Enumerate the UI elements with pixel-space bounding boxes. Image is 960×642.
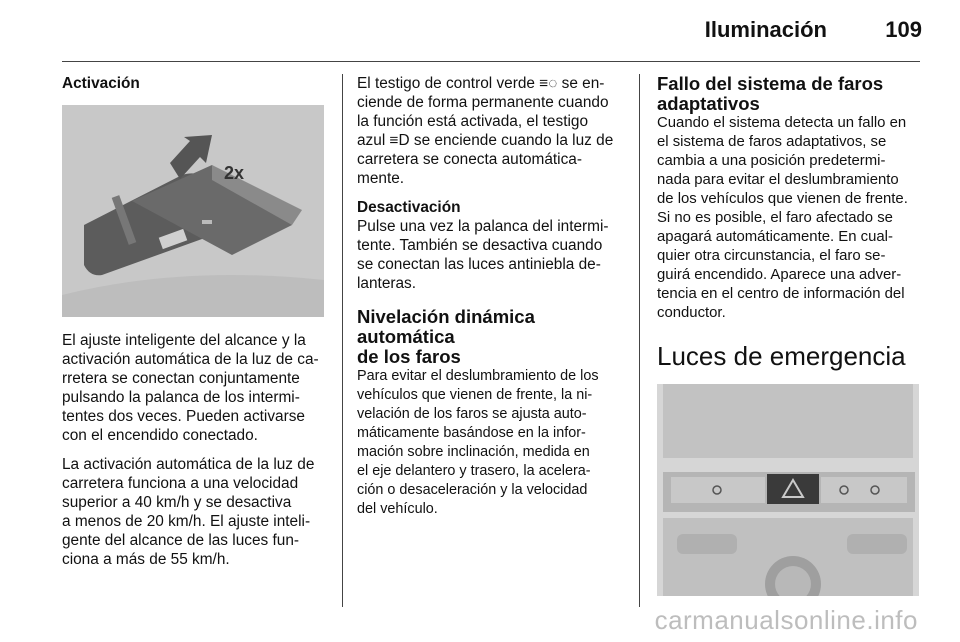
heading-adaptive-failure: Fallo del sistema de faros adaptativos — [657, 73, 884, 114]
column-left — [62, 74, 324, 579]
paragraph: El testigo de control verde ≡◌ se en- ciende de forma permanente cuando la función está activada, el testigo azul ≡D se enciende cuando la luz de carretera se conecta automática- mente. — [357, 75, 614, 187]
page-header — [0, 0, 960, 62]
paragraph: La activación automática de la luz de carretera funciona a una velocidad superior a 40 km/h y se desactiva a menos de 20 km/h. El ajuste inteli- gente del alcance de las luces fun- ciona a más de 55 km/h. — [62, 456, 315, 568]
hazard-panel-illustration — [657, 384, 919, 596]
heading-dynamic-leveling: Nivelación dinámica automática de los faros — [357, 306, 535, 367]
paragraph: El ajuste inteligente del alcance y la activación automática de la luz de ca- rretera se conectan conjuntamente pulsando la palanca de los intermi- tentes dos veces. Pueden activarse con el encendido conectado. — [62, 332, 319, 444]
section-title: Iluminación — [704, 17, 827, 42]
column-right — [657, 74, 922, 596]
figure-lever-illustration — [62, 105, 324, 317]
header-rule — [62, 61, 920, 62]
figure-label: 2x — [224, 163, 245, 183]
column-middle — [357, 74, 627, 529]
figure-hazard-button — [657, 384, 919, 596]
page-number: 109 — [885, 17, 922, 42]
paragraph: Para evitar el deslumbramiento de los vehículos que vienen de frente, la ni- velación de los faros se ajusta auto- máticamente basándose en la infor- mación sobre inclinación, medida en el eje delantero y trasero, la acelera- ción o desaceleración y la velocidad del vehículo. — [357, 368, 599, 517]
column-divider — [342, 74, 343, 607]
column-divider — [639, 74, 640, 607]
paragraph: Cuando el sistema detecta un fallo en el sistema de faros adaptativos, se cambia a una posición predetermi- nada para evitar el deslumbramiento de los vehículos que vienen de frente. Si no es posible, el faro afectado se apagará automáticamente. En cual- quier otra circunstancia, el faro se- guirá encendido. Aparece una adver- tencia en el centro de información del conductor. — [657, 115, 908, 321]
subheading-deactivation: Desactivación — [357, 199, 461, 216]
lever-illustration — [62, 105, 324, 317]
heading-hazard-lights: Luces de emergencia — [657, 341, 906, 371]
watermark: carmanualsonline.info — [654, 605, 918, 635]
paragraph: Pulse una vez la palanca del intermi- tente. También se desactiva cuando se conectan las luces antiniebla de- lanteras. — [357, 218, 609, 292]
subheading-activation: Activación — [62, 75, 140, 92]
